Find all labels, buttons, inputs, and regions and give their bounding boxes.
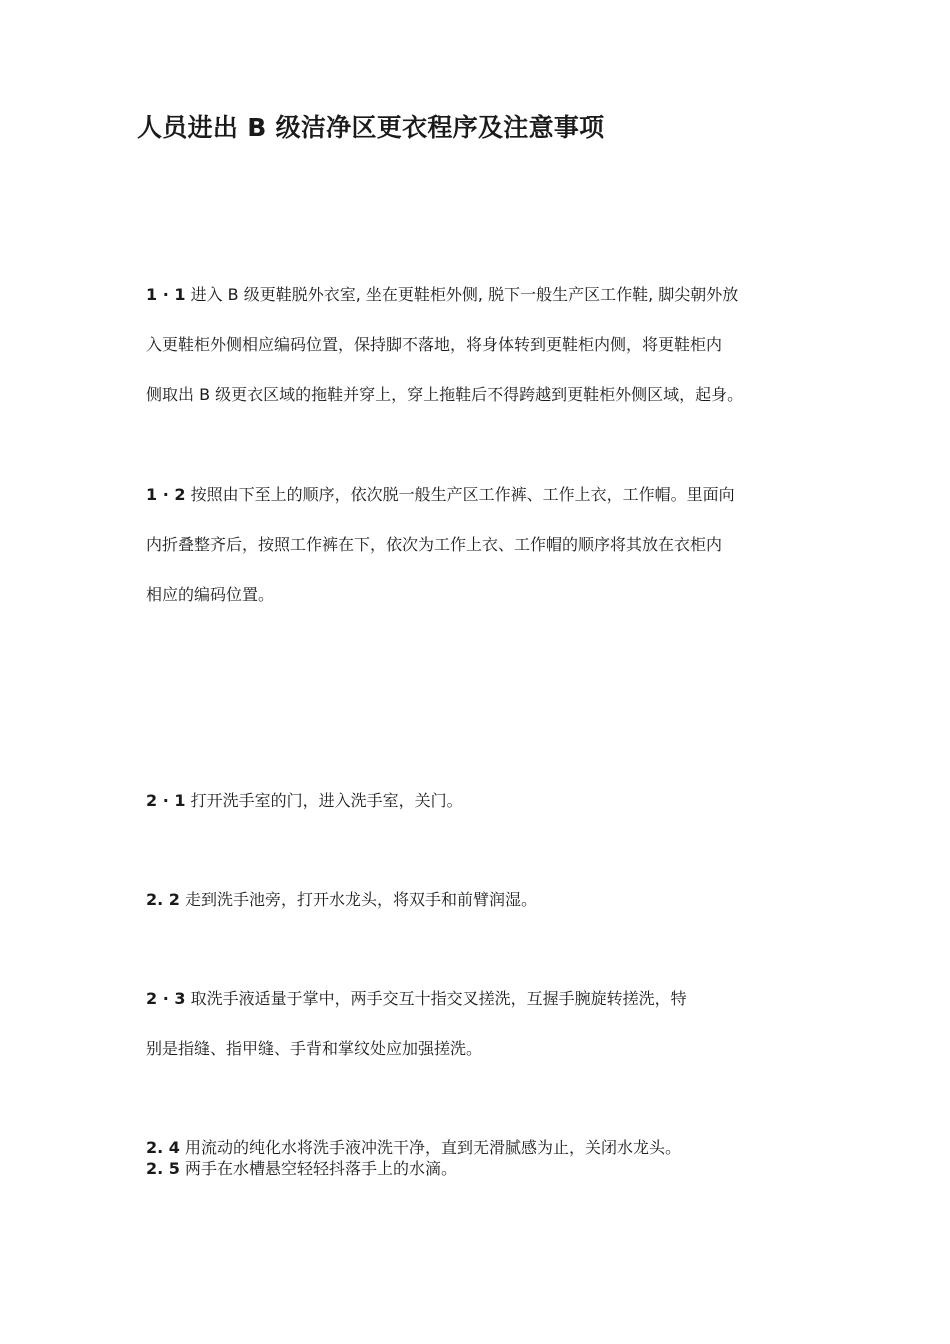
text-line: 别是指缝、指甲缝、手背和掌纹处应加强搓洗。 [146,1039,483,1058]
line-text: 按照由下至上的顺序，依次脱一般生产区工作裤、工作上衣，工作帽。里面向 [190,485,735,504]
line-text: 用流动的纯化水将洗手液冲洗干净，直到无滑腻感为止，关闭水龙头。 [185,1138,682,1157]
text-line [146,470,735,520]
text-line [146,974,687,1024]
line-text: 打开洗手室的门，进入洗手室，关门。 [190,791,463,810]
section-number: 2. 2 [146,890,180,909]
text-line [146,1158,681,1179]
line-text: 进入 B 级更鞋脱外衣室, 坐在更鞋柜外侧, 脱下一般生产区工作鞋, 脚尖朝外放 [190,285,739,304]
paragraph-2-2 [146,875,537,925]
text-line: 侧取出 B 级更衣区域的拖鞋并穿上，穿上拖鞋后不得跨越到更鞋柜外侧区域，起身。 [146,385,744,404]
section-number: 2 · 3 [146,989,186,1008]
text-line [146,875,537,925]
paragraph-1-2 [146,470,735,620]
line-text: 走到洗手池旁，打开水龙头，将双手和前臂润湿。 [185,890,538,909]
section-number: 1 · 1 [146,285,186,304]
text-line [146,270,743,320]
line-text: 取洗手液适量于掌中，两手交互十指交叉搓洗，互握手腕旋转搓洗，特 [190,989,687,1008]
paragraph-2-1 [146,776,463,826]
paragraph-2-4-2-5 [146,1137,681,1179]
text-line [146,1137,681,1158]
page-title: 人员进出 B 级洁净区更衣程序及注意事项 [137,113,605,142]
text-line: 内折叠整齐后，按照工作裤在下，依次为工作上衣、工作帽的顺序将其放在衣柜内 [146,535,723,554]
section-number: 1 · 2 [146,485,186,504]
paragraph-2-3 [146,974,687,1074]
text-line: 入更鞋柜外侧相应编码位置，保持脚不落地，将身体转到更鞋柜内侧，将更鞋柜内 [146,335,723,354]
section-number: 2 · 1 [146,791,186,810]
paragraph-1-1 [146,270,743,420]
line-text: 两手在水槽悬空轻轻抖落手上的水滴。 [185,1159,458,1178]
section-number: 2. 4 [146,1138,180,1157]
section-number: 2. 5 [146,1159,180,1178]
text-line: 相应的编码位置。 [146,585,275,604]
text-line [146,776,463,826]
